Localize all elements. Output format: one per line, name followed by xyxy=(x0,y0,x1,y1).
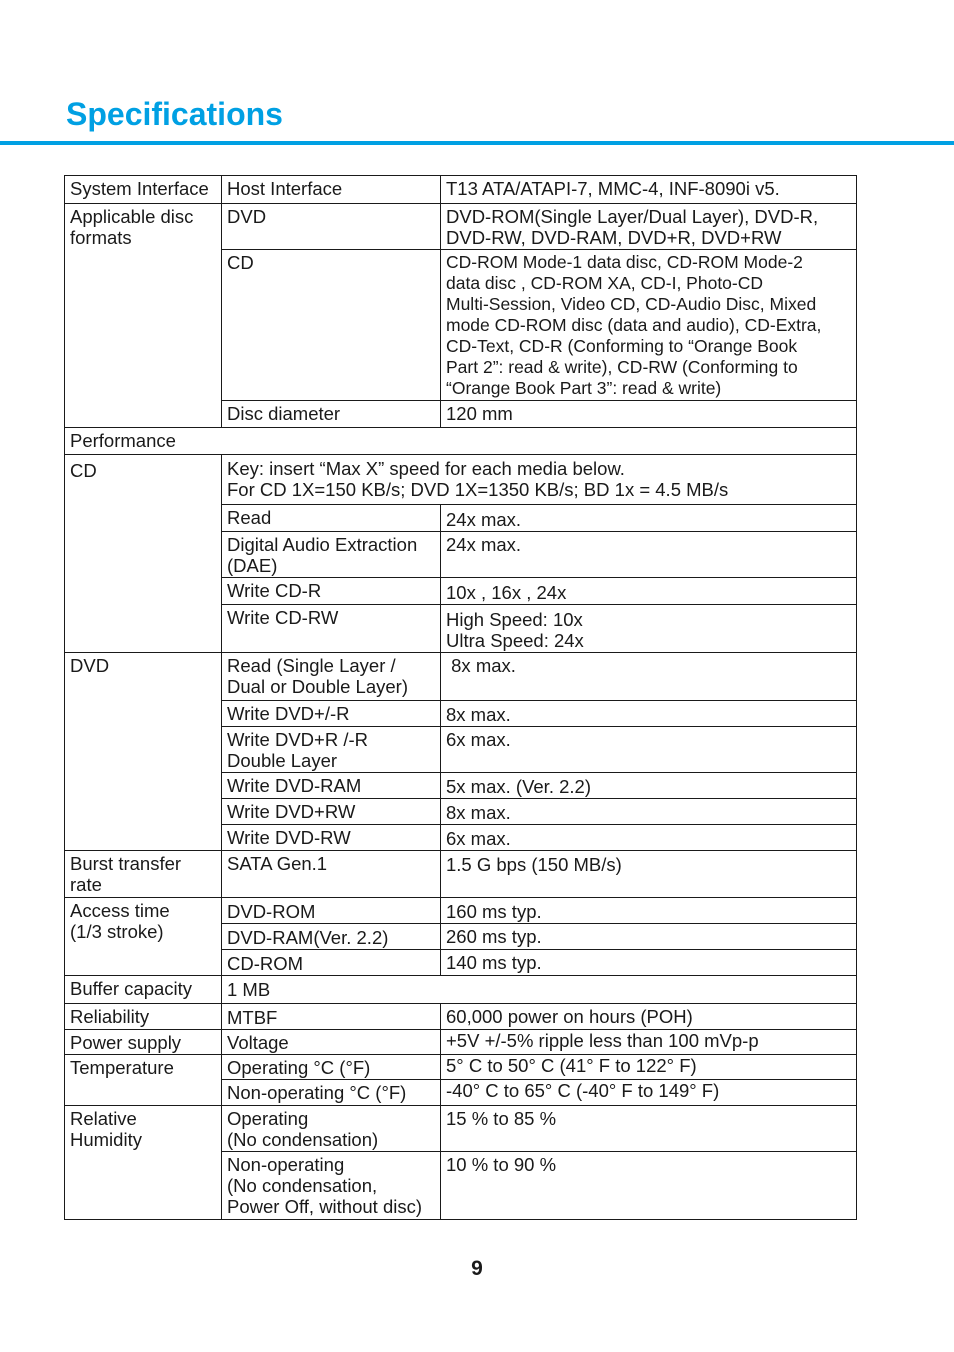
row-value: 10 % to 90 % xyxy=(441,1152,857,1220)
row-sublabel: Operating (No condensation) xyxy=(222,1106,441,1152)
row-label: Access time (1/3 stroke) xyxy=(65,898,222,976)
row-sublabel: Write DVD-RW xyxy=(222,825,441,851)
table-row xyxy=(65,1106,857,1152)
table-row xyxy=(65,1004,857,1030)
specifications-table xyxy=(64,175,857,1220)
row-label: Power supply xyxy=(65,1030,222,1055)
row-sublabel: Digital Audio Extraction (DAE) xyxy=(222,532,441,578)
row-sublabel: Non-operating (No condensation, Power Off, without disc) xyxy=(222,1152,441,1220)
row-sublabel: Write DVD+R /-R Double Layer xyxy=(222,727,441,773)
row-value: -40° C to 65° C (-40° F to 149° F) xyxy=(441,1080,857,1106)
section-heading: Performance xyxy=(65,428,857,455)
row-value: 1 MB xyxy=(222,976,857,1004)
table-row xyxy=(65,428,857,455)
row-value: 120 mm xyxy=(441,401,857,428)
row-label: System Interface xyxy=(65,176,222,204)
row-value: 60,000 power on hours (POH) xyxy=(441,1004,857,1030)
row-value: 260 ms typ. xyxy=(441,924,857,950)
row-sublabel: SATA Gen.1 xyxy=(222,851,441,898)
row-sublabel: Write CD-R xyxy=(222,578,441,605)
row-value: 24x max. xyxy=(441,505,857,532)
row-sublabel: DVD xyxy=(222,204,441,250)
row-label: Relative Humidity xyxy=(65,1106,222,1220)
row-sublabel: CD-ROM xyxy=(222,950,441,976)
row-label: DVD xyxy=(65,653,222,851)
row-sublabel: Write DVD+RW xyxy=(222,799,441,825)
row-value: 160 ms typ. xyxy=(441,898,857,924)
row-value: High Speed: 10x Ultra Speed: 24x xyxy=(441,605,857,653)
row-label: Burst transfer rate xyxy=(65,851,222,898)
row-sublabel: Non-operating °C (°F) xyxy=(222,1080,441,1106)
table-row xyxy=(65,898,857,924)
row-sublabel: DVD-RAM(Ver. 2.2) xyxy=(222,924,441,950)
row-sublabel: DVD-ROM xyxy=(222,898,441,924)
row-label: Temperature xyxy=(65,1055,222,1106)
row-sublabel: Operating °C (°F) xyxy=(222,1055,441,1080)
table-row xyxy=(65,1030,857,1055)
row-sublabel: MTBF xyxy=(222,1004,441,1030)
table-row xyxy=(65,1055,857,1080)
row-label: CD xyxy=(65,455,222,653)
row-value: 140 ms typ. xyxy=(441,950,857,976)
row-label: Applicable disc formats xyxy=(65,204,222,428)
row-sublabel: Voltage xyxy=(222,1030,441,1055)
table-row xyxy=(65,176,857,204)
row-value: 24x max. xyxy=(441,532,857,578)
row-sublabel: Host Interface xyxy=(222,176,441,204)
row-sublabel: Write CD-RW xyxy=(222,605,441,653)
row-value: 8x max. xyxy=(441,653,857,701)
row-value: 1.5 G bps (150 MB/s) xyxy=(441,851,857,898)
row-sublabel: Disc diameter xyxy=(222,401,441,428)
row-value: 5° C to 50° C (41° F to 122° F) xyxy=(441,1055,857,1080)
row-value: T13 ATA/ATAPI-7, MMC-4, INF-8090i v5. xyxy=(441,176,857,204)
row-label: Buffer capacity xyxy=(65,976,222,1004)
page-number: 9 xyxy=(471,1257,483,1280)
row-value: 6x max. xyxy=(441,727,857,773)
table-row xyxy=(65,455,857,505)
table-row xyxy=(65,653,857,701)
title-rule xyxy=(0,141,954,145)
row-value: +5V +/-5% ripple less than 100 mVp-p xyxy=(441,1030,857,1055)
row-sublabel: CD xyxy=(222,250,441,401)
key-note: Key: insert “Max X” speed for each media below. For CD 1X=150 KB/s; DVD 1X=1350 KB/s; BD 1x = 4.5 MB/s xyxy=(222,455,857,505)
row-label: Reliability xyxy=(65,1004,222,1030)
row-value: 5x max. (Ver. 2.2) xyxy=(441,773,857,799)
row-value: 8x max. xyxy=(441,799,857,825)
row-sublabel: Write DVD-RAM xyxy=(222,773,441,799)
row-value: DVD-ROM(Single Layer/Dual Layer), DVD-R, DVD-RW, DVD-RAM, DVD+R, DVD+RW xyxy=(441,204,857,250)
row-value: 15 % to 85 % xyxy=(441,1106,857,1152)
table-row xyxy=(65,204,857,250)
row-value: 8x max. xyxy=(441,701,857,727)
page-title: Specifications xyxy=(66,96,283,132)
row-sublabel: Write DVD+/-R xyxy=(222,701,441,727)
row-sublabel: Read xyxy=(222,505,441,532)
table-row xyxy=(65,976,857,1004)
row-sublabel: Read (Single Layer / Dual or Double Layer) xyxy=(222,653,441,701)
row-value: 6x max. xyxy=(441,825,857,851)
table-row xyxy=(65,851,857,898)
row-value: 10x , 16x , 24x xyxy=(441,578,857,605)
row-value: CD-ROM Mode-1 data disc, CD-ROM Mode-2 data disc , CD-ROM XA, CD-I, Photo-CD Multi-Session, Video CD, CD-Audio Disc, Mixed mode CD-ROM disc (data and audio), CD-Extra, CD-Text, CD-R (Conforming to “Orange Book Part 2”: read & write), CD-RW (Conforming to “Orange Book Part 3”: read & write) xyxy=(441,250,857,401)
